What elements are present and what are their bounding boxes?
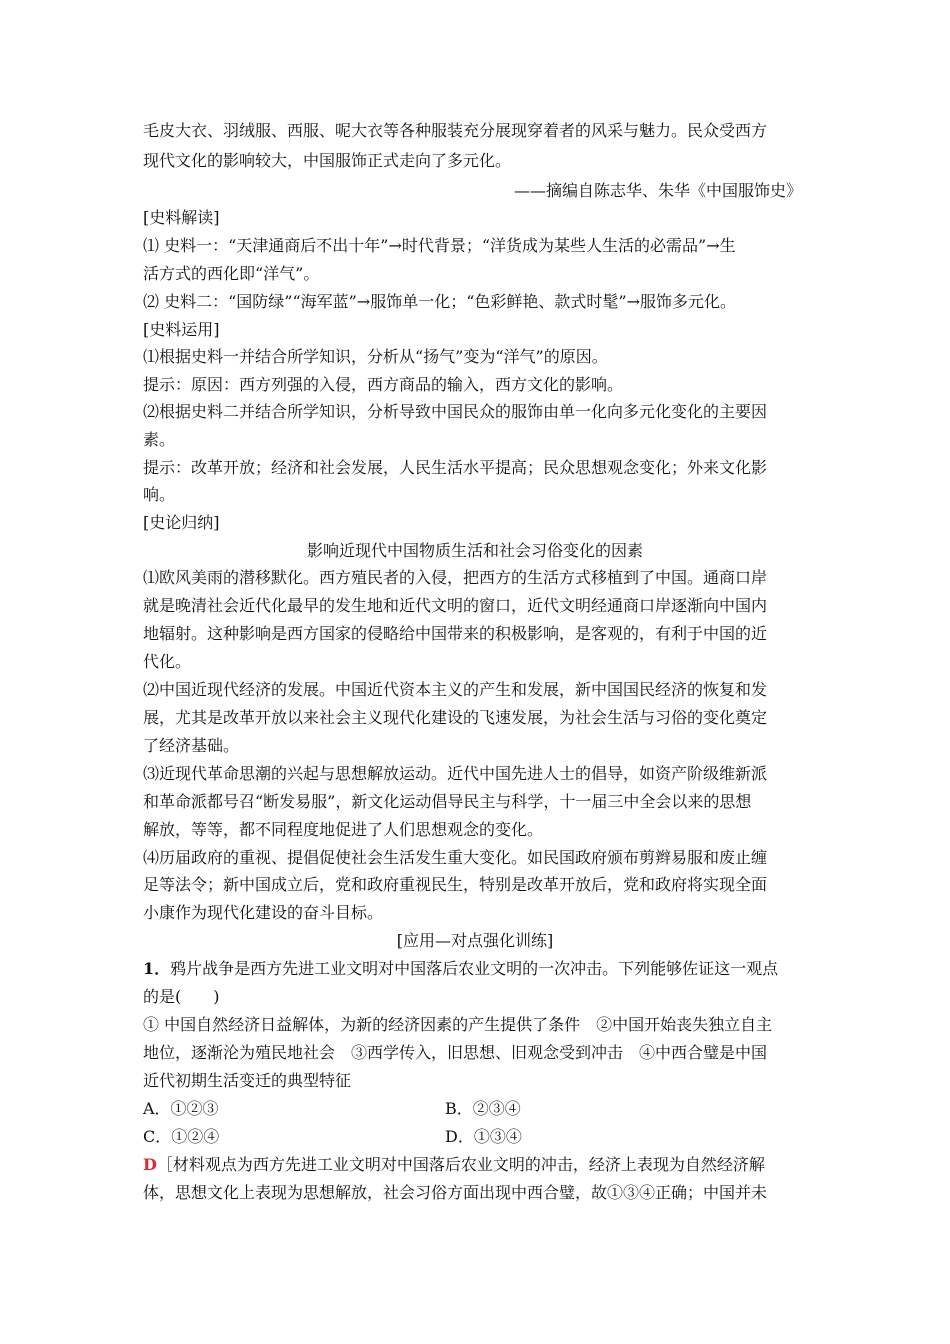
application-hint: 提示：原因：西方列强的入侵，西方商品的输入，西方文化的影响。	[143, 375, 624, 394]
explanation-line: 体，思想文化上表现为思想解放，社会习俗方面出现中西合璧，故①③④正确；中国并未	[143, 1183, 768, 1202]
summary-paragraph-line: 就是晚清社会近代化最早的发生地和近代文明的窗口，近代文明经通商口岸逐渐向中国内	[143, 596, 768, 615]
application-question: ⑴根据史料一并结合所学知识，分析从“扬气”变为“洋气”的原因。	[143, 347, 608, 366]
summary-paragraph-line: ⑵中国近现代经济的发展。中国近代资本主义的产生和发展，新中国国民经济的恢复和发	[143, 680, 768, 699]
material2-line: 毛皮大衣、羽绒服、西服、呢大衣等各种服装充分展现穿着者的风采与魅力。民众受西方	[143, 121, 768, 140]
summary-header: [史论归纳]	[143, 513, 220, 532]
application-hint: 提示：改革开放；经济和社会发展，人民生活水平提高；民众思想观念变化；外来文化影	[143, 458, 768, 477]
summary-paragraph-line: 地辐射。这种影响是西方国家的侵略给中国带来的积极影响，是客观的，有利于中国的近	[143, 624, 768, 643]
option-d: D．①③④	[445, 1127, 522, 1146]
material2-source: ——摘编自陈志华、朱华《中国服饰史》	[513, 181, 802, 200]
summary-paragraph-line: 展，尤其是改革开放以来社会主义现代化建设的飞速发展，为社会生活与习俗的变化奠定	[143, 708, 768, 727]
interpretation-item: ⑵ 史料二：“国防绿”“海军蓝”→服饰单一化；“色彩鲜艳、款式时髦”→服饰多元化。	[143, 292, 736, 311]
question-number: 1．	[143, 959, 171, 978]
application-header: [史料运用]	[143, 320, 220, 339]
interpretation-item: ⑴ 史料一：“天津通商后不出十年”→时代背景；“洋货成为某些人生活的必需品”→生	[143, 236, 736, 255]
question-stem-line: 近代初期生活变迁的典型特征	[143, 1071, 352, 1090]
application-question: 素。	[143, 430, 176, 449]
question-line	[143, 959, 778, 979]
summary-paragraph-line: ⑶近现代革命思潮的兴起与思想解放运动。近代中国先进人士的倡导，如资产阶级维新派	[143, 764, 768, 783]
summary-paragraph-line: ⑷历届政府的重视、提倡促使社会生活发生重大变化。如民国政府颁布剪辫易服和废止缠	[143, 848, 768, 867]
summary-paragraph-line: ⑴欧风美雨的潜移默化。西方殖民者的入侵，把西方的生活方式移植到了中国。通商口岸	[143, 568, 768, 587]
explanation-line	[143, 1155, 765, 1175]
question-stem-line: ① 中国自然经济日益解体，为新的经济因素的产生提供了条件 ②中国开始丧失独立自主	[143, 1015, 773, 1034]
summary-paragraph-line: 了经济基础。	[143, 736, 240, 755]
question-text: 鸦片战争是西方先进工业文明对中国落后农业文明的一次冲击。下列能够佐证这一观点	[170, 959, 779, 978]
option-b: B．②③④	[445, 1099, 521, 1118]
answer-letter: D	[143, 1155, 157, 1174]
question-stem-line: 地位，逐渐沦为殖民地社会 ③西学传入，旧思想、旧观念受到冲击 ④中西合璧是中国	[143, 1043, 768, 1062]
explanation-text: ［材料观点为西方先进工业文明对中国落后农业文明的冲击，经济上表现为自然经济解	[156, 1155, 765, 1174]
training-header: [应用—对点强化训练]	[396, 931, 554, 950]
application-question: ⑵根据史料二并结合所学知识，分析导致中国民众的服饰由单一化向多元化变化的主要因	[143, 402, 768, 421]
question-line: 的是( )	[143, 987, 220, 1006]
option-a: A．①②③	[143, 1099, 219, 1118]
application-hint: 响。	[143, 485, 176, 504]
summary-paragraph-line: 解放，等等，都不同程度地促进了人们思想观念的变化。	[143, 820, 544, 839]
material2-line: 现代文化的影响较大，中国服饰正式走向了多元化。	[143, 151, 512, 170]
option-c: C．①②④	[143, 1127, 220, 1146]
interpretation-header: [史料解读]	[143, 208, 220, 227]
summary-paragraph-line: 足等法令；新中国成立后，党和政府重视民生，特别是改革开放后，党和政府将实现全面	[143, 875, 768, 894]
summary-paragraph-line: 代化。	[143, 652, 192, 671]
interpretation-item: 活方式的西化即“洋气”。	[143, 264, 320, 283]
summary-paragraph-line: 和革命派都号召“断发易服”，新文化运动倡导民主与科学，十一届三中全会以来的思想	[143, 792, 752, 811]
summary-title: 影响近现代中国物质生活和社会习俗变化的因素	[306, 541, 643, 560]
summary-paragraph-line: 小康作为现代化建设的奋斗目标。	[143, 903, 384, 922]
